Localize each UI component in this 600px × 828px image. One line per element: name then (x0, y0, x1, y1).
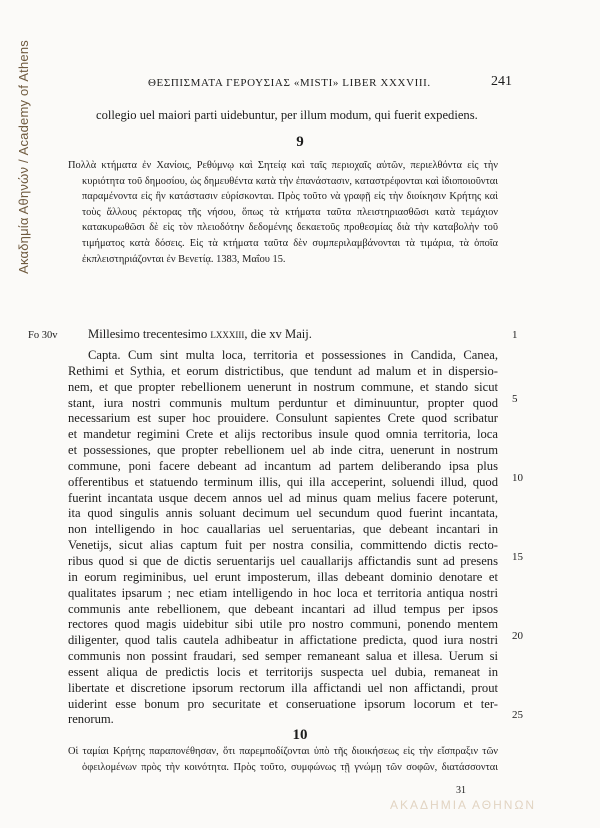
line-number: 1 (512, 329, 518, 341)
section-number-9: 9 (296, 134, 304, 150)
signature-mark: 31 (456, 785, 466, 796)
body-line: Capta. Cum sint multa loca, territoria et possessiones in Candida, Canea, (88, 348, 498, 362)
body-line: ita quod singulis annis soluant decimum uel secundum quod fuerint incantata, (68, 506, 498, 521)
line-number: 10 (512, 472, 523, 484)
line-number: 25 (512, 709, 523, 721)
greek-summary-line: κατακυρωθῶσι δὲ εἰς τὸν πλειοδότην δεδομένης δεκαετοῦς προθεσμίας διὰ τὴν καταβολὴν τοῦ (82, 222, 498, 234)
line-number: 15 (512, 551, 523, 563)
greek-summary-line: Οἱ ταμίαι Κρήτης παραπονέθησαν, ὅτι παρεμποδίζονται ὑπὸ τῆς διοικήσεως εἰς τὴν εἴσπραξιν τῶν (68, 746, 498, 757)
greek-summary-line: κυριότητα τοῦ δημοσίου, ὡς δημευθέντα κατὰ τὴν ἐπανάστασιν, καταστρέφονται καὶ ἰδιοποιοῦνται (82, 175, 498, 187)
line-number: 20 (512, 630, 523, 642)
body-line: non intelligendo in hoc cauallarias uel seruentarias, que debeant incantari in (68, 522, 498, 537)
body-line: et possessiones, que propter rebellionem uel ab inde citra, uenerunt in nostrum (68, 443, 498, 458)
body-line: essent aliqua de predictis locis et territorijs suspecta uel dubia, remaneat in (68, 664, 498, 679)
body-line: qualitates ipsarum ; nec etiam intelligendo in hoc loca et territoria antiqua nostri (68, 585, 498, 600)
body-line: uiderint esse bonum pro securitate et conseruatione ipsorum locorum et ter- (68, 696, 498, 711)
footer-watermark: ΑΚΑΔΗΜΙΑ ΑΘΗΝΩΝ (390, 798, 537, 812)
body-line: fuerint incantata usque decem annos uel ad minus quam melius facere poterunt, (68, 490, 498, 505)
body-line: renorum. (68, 712, 114, 727)
date-line (88, 327, 312, 342)
section-9-body (68, 348, 498, 728)
body-line: in eorum regiminibus, uel erunt imposterum, illas debeant dominio denotare et (68, 569, 498, 584)
greek-summary-line: τοὺς ἄλλους ρέκτορας τῆς νήσου, ὅπως τὰ κτήματα ταῦτα πλειστηριασθῶσι κατὰ τεμάχιον (82, 206, 498, 218)
greek-summary-9 (68, 158, 498, 267)
date-line-year: lxxxiii (210, 327, 245, 341)
section-number-10: 10 (292, 727, 308, 743)
body-line: communis non possint fraudari, sed semper remaneant salua et illesa. Uerum si (68, 649, 498, 664)
greek-summary-line: ἐκπλειστηριάζονται ἐν Βενετίᾳ. 1383, Μαΐου 15. (82, 253, 286, 265)
line-number: 5 (512, 393, 518, 405)
greek-summary-line: τιμήματος κατὰ δόσεις. Εἰς τὰ κτήματα ταῦτα δὲν συμπεριλαμβάνονται τὰ τιμάρια, τὰ ὁποῖα (82, 237, 498, 249)
greek-summary-line: ὀφειλομένων πρὸς τὴν κοινότητα. Πρὸς τοῦτο, συμφώνως τῇ γνώμῃ τῶν σοφῶν, διατάσσονται (82, 761, 498, 773)
body-line: offerentibus et statuendo terminum illis, qui illa acceperint, soluendi illud, quod (68, 474, 498, 489)
body-line: commune, poni facere debeant ad incantum ad partem deliberando ipsa plus (68, 458, 498, 473)
body-line: et mandetur regimini Crete et alijs rectoribus insule quod omnia territoria, loca (68, 427, 498, 442)
date-line-start: Millesimo trecentesimo (88, 327, 211, 341)
body-line: rectores quod magis uidebitur sibi utile pro nostro communi, ponendo mentem (68, 617, 498, 632)
greek-summary-line: παραμένοντα εἰς ἣν κατάστασιν εὑρίσκονται. Πρὸς τοῦτο νὰ γραφῇ εἰς τὴν διοίκησιν Κρήτης καὶ (82, 191, 498, 203)
body-line: diligenter, quod talis cautela adhibeatur in affictatione predicta, quod iura nostri (68, 633, 498, 648)
carryover-line: collegio uel maiori parti uidebuntur, per illum modum, qui fuerit expediens. (96, 108, 478, 122)
body-line: nem, et que propter rebellionem uenerunt in nostrum commune, et stando sicut (68, 379, 498, 394)
date-line-end: , die xv Maij. (244, 327, 312, 341)
folio-marker: Fo 30v (28, 330, 58, 341)
side-watermark: Ακαδημία Αθηνών / Academy of Athens (16, 40, 31, 274)
greek-summary-line: Πολλὰ κτήματα ἐν Χανίοις, Ρεθύμνῳ καὶ Σητείᾳ καὶ ταῖς περιοχαῖς αὐτῶν, περιελθόντα εἰς τὴν (68, 160, 498, 171)
greek-summary-10 (68, 744, 498, 775)
body-line: Rethimi et Sythia, et eorum districtibus, que tendunt ad malum et in dispersio- (68, 363, 498, 378)
running-head: ΘΕΣΠΙΣΜΑΤΑ ΓΕΡΟΥΣΙΑΣ «MISTI» LIBER XXXVIII. (148, 77, 431, 89)
body-line: necessarium est super hoc prouidere. Consulunt sapientes Crete quod scribatur (68, 411, 498, 426)
body-line: Venetijs, sicut alias captum fuit per nostra consilia, committendo dictis recto- (68, 538, 498, 553)
body-line: libertate et discretione ipsorum rectorum illa affictandi uel non affictandi, prout (68, 680, 498, 695)
body-line: stant, iura nostri communis multum perduntur et diminuuntur, propter quod (68, 395, 498, 410)
body-line: communis ante rebellionem, que debeant incantari ad illud tempus per ipsos (68, 601, 498, 616)
page-number: 241 (491, 74, 512, 89)
body-line: ribus quod si que de dictis seruentarijs uel cauallarijs affictandis sunt ad presens (68, 553, 498, 568)
